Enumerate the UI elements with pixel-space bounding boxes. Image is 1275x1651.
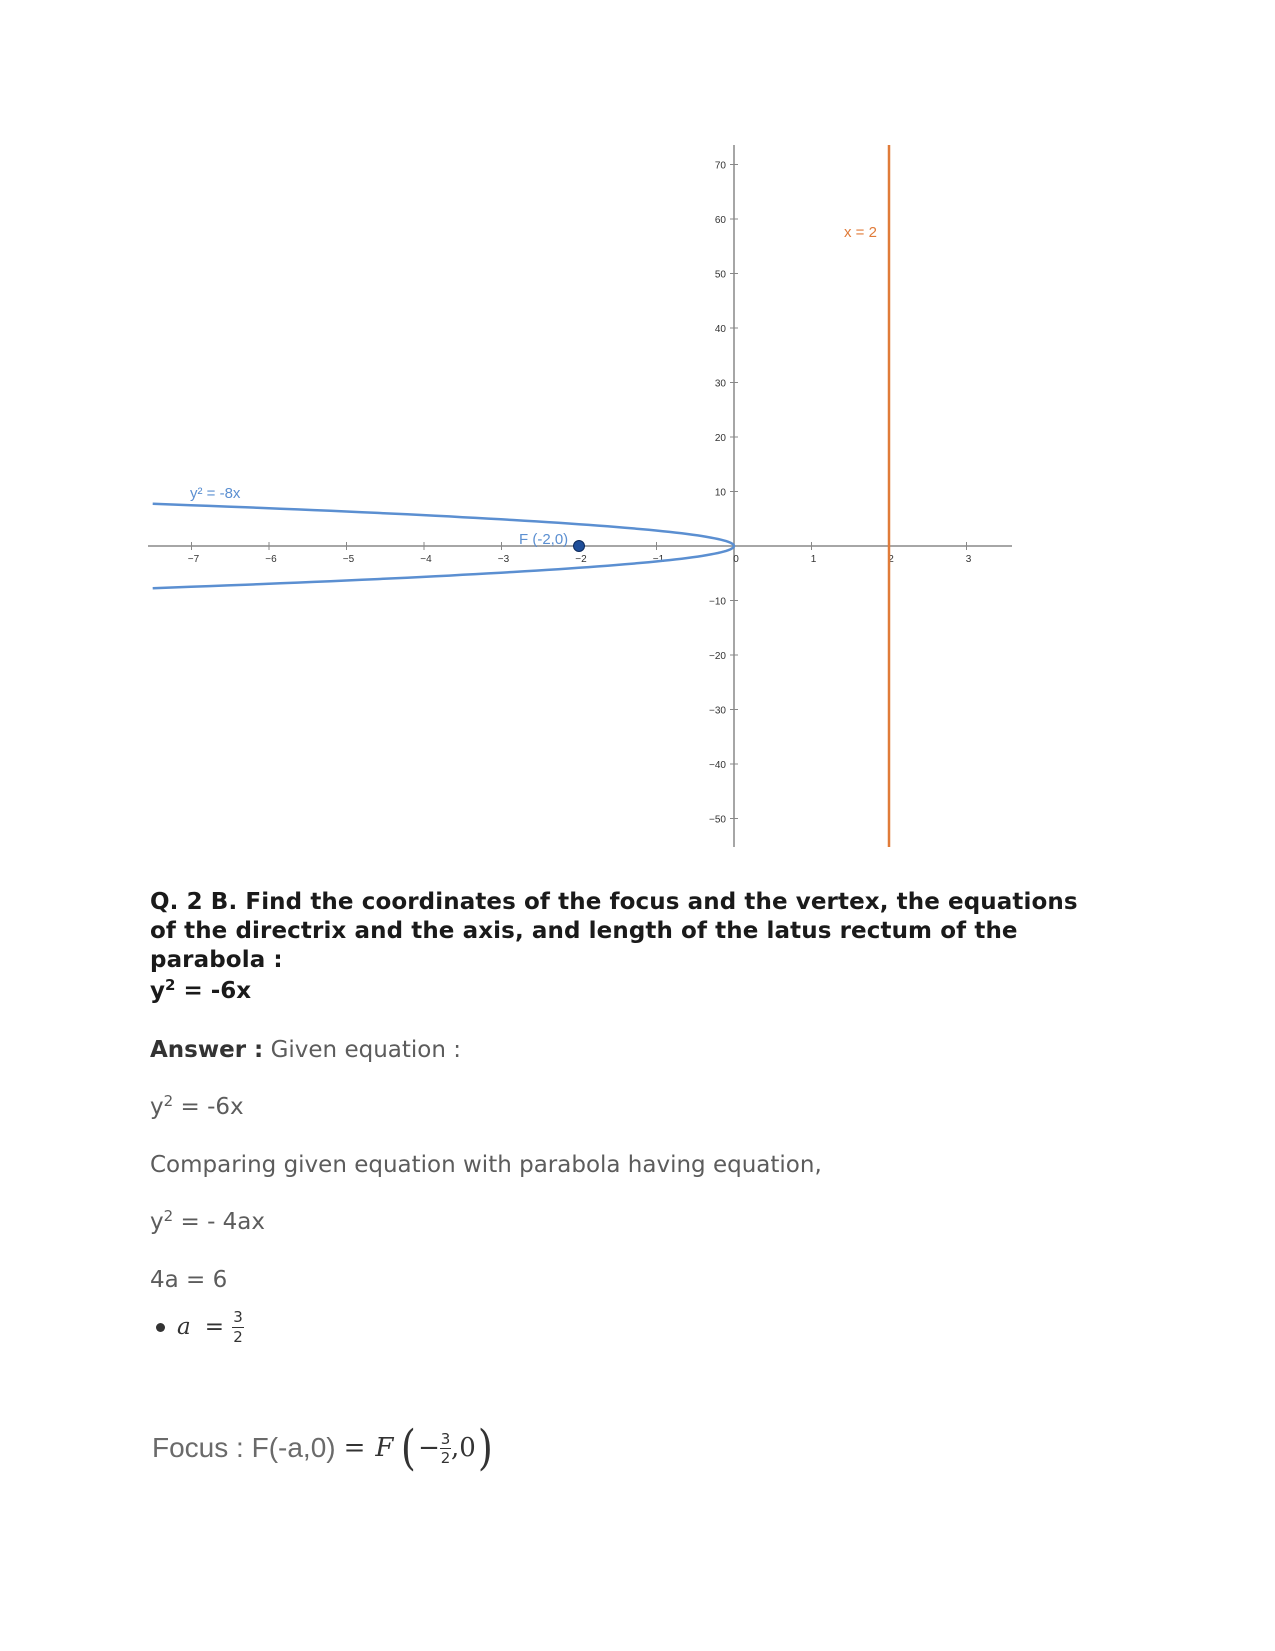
question-heading (150, 888, 1090, 975)
x-tick-label: 2 (888, 554, 894, 565)
given-equation: $y^2 = -6x$ (150, 1092, 244, 1120)
focus-point (574, 541, 585, 552)
y-tick-label: 70 (714, 160, 726, 172)
a-value-row (150, 1301, 244, 1353)
a-variable: a (177, 1314, 191, 1340)
y-tick-label: −40 (709, 760, 726, 771)
four-a-equation: 4a = 6 (150, 1267, 228, 1293)
equals-sign: = (204, 1314, 224, 1340)
y-tick-label: 20 (714, 433, 726, 444)
x-tick-label: −4 (420, 554, 432, 565)
x-tick-label: 1 (810, 554, 817, 565)
comparison-text: Comparing given equation with parabola having equation, (150, 1152, 822, 1178)
marks-group (153, 145, 889, 847)
parabola-label: y² = -8x (190, 485, 241, 502)
focus-value: = F ( − 3 2 ,0 ) (343, 1420, 493, 1476)
y-tick-label: 10 (714, 487, 726, 499)
y-tick-label: 40 (714, 324, 726, 335)
x-tick-label: −5 (342, 554, 355, 565)
a-fraction: $\frac{3}{2}$ (233, 1307, 243, 1346)
question-text: Find the coordinates of the focus and the vertex, the equations of the directrix and the axis, and length of the latus rectum of the parabola : (150, 889, 1078, 973)
y-tick-label: 60 (714, 215, 726, 226)
x-tick-label: 0 (733, 554, 739, 565)
standard-equation: $y^2$ = - 4ax (150, 1207, 266, 1235)
y-tick-label: −50 (709, 814, 726, 826)
axes-group (148, 145, 1012, 847)
x-tick-label: −3 (497, 554, 510, 565)
x-tick-label: −2 (575, 554, 587, 565)
x-tick-label: −6 (265, 554, 277, 565)
y-tick-label: 30 (714, 378, 726, 390)
y-tick-label: −30 (709, 705, 726, 717)
y-tick-label: −10 (709, 596, 726, 608)
x-tick-label: 3 (965, 554, 972, 565)
focus-row (152, 1418, 495, 1478)
y-tick-label: 50 (714, 269, 726, 281)
focus-label-text: Focus : F(-a,0) (152, 1432, 336, 1463)
directrix-label: x = 2 (844, 224, 877, 241)
x-tick-label: −7 (187, 554, 200, 565)
answer-intro: Answer : Given equation : (150, 1037, 461, 1063)
question-equation: $y^2 = -6x$ (150, 976, 252, 1004)
question-number: Q. 2 B. (150, 889, 238, 915)
bullet-icon (156, 1323, 165, 1332)
y-tick-label: −20 (709, 651, 726, 662)
answer-label: Answer : (150, 1037, 264, 1063)
focus-label: F (-2,0) (519, 531, 569, 548)
x-tick-label: −1 (652, 554, 665, 565)
